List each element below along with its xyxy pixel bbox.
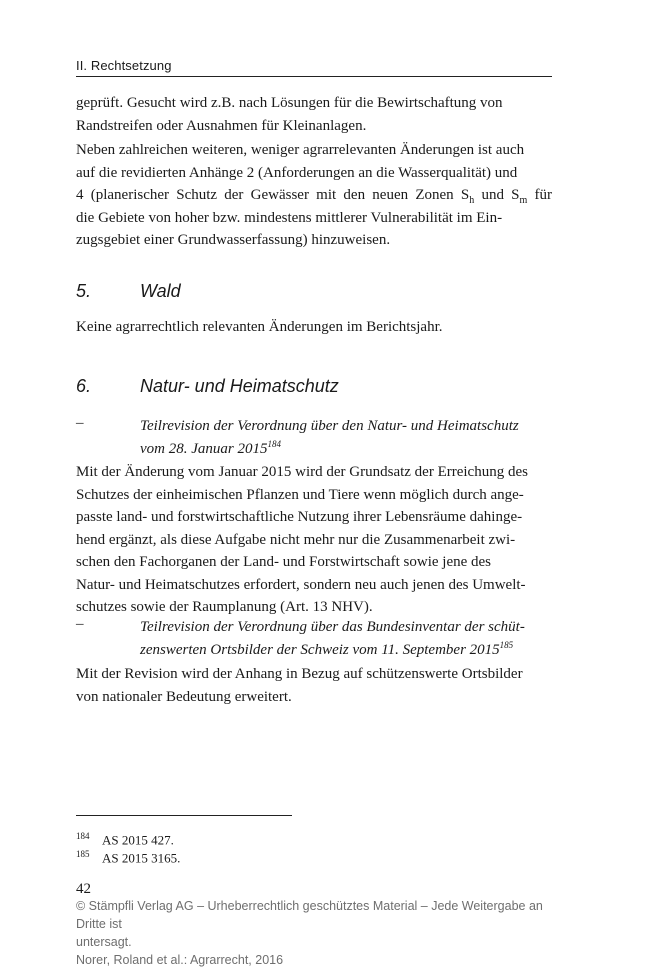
list-item-line [140, 639, 552, 662]
paragraph-line: Keine agrarrechtlich relevanten Änderungen im Berichtsjahr. [76, 319, 443, 335]
paragraph-line: geprüft. Gesucht wird z.B. nach Lösungen für die Bewirtschaftung von [76, 95, 503, 111]
paragraph-4 [76, 461, 552, 619]
list-dash: – [76, 415, 84, 431]
footnote [76, 831, 174, 848]
subscript-m: m [519, 195, 528, 206]
running-header: II. Rechtsetzung [76, 58, 172, 73]
subscript-h: h [469, 195, 475, 206]
paragraph-line: schen den Fachorganen der Land- und Forstwirtschaft sowie jene des [76, 554, 492, 570]
footnote-number: 185 [76, 849, 90, 859]
paragraph-line: Randstreifen oder Ausnahmen für Kleinanlagen. [76, 117, 367, 134]
text-run: und S [474, 187, 520, 203]
copyright-footer [76, 897, 576, 969]
footnote-rule [76, 815, 292, 816]
paragraph-line: Natur- und Heimatschutzes erfordert, sondern neu auch jenen des Umwelt- [76, 576, 526, 593]
footnote-ref: 184 [267, 438, 281, 449]
paragraph-line: Mit der Änderung vom Januar 2015 wird der Grundsatz der Erreichung des [76, 464, 528, 480]
section-title: Wald [140, 281, 181, 301]
paragraph-line: die Gebiete von hoher bzw. mindestens mittlerer Vulnerabilität im Ein- [76, 209, 503, 226]
footnote-ref: 185 [499, 639, 514, 650]
text-run: zenswerten Ortsbilder der Schweiz vom 11. September 2015 [140, 641, 500, 658]
paragraph-3 [76, 316, 552, 339]
page-number: 42 [76, 881, 91, 897]
text-run: 4 (planerischer Schutz der Gewässer mit den neuen Zonen S [76, 187, 470, 203]
text-run: für [527, 187, 553, 203]
paragraph-line: hend ergänzt, als diese Aufgabe nicht mehr nur die Zusammenarbeit zwi- [76, 531, 516, 548]
paragraph-line: zugsgebiet einer Grundwasserfassung) hinzuweisen. [76, 232, 391, 248]
footnote-text: AS 2015 427. [102, 832, 174, 848]
paragraph-1 [76, 92, 552, 137]
list-item-line: Teilrevision der Verordnung über den Natur- und Heimatschutz [140, 418, 519, 434]
paragraph-line: passte land- und forstwirtschaftliche Nutzung ihrer Lebensräume dahinge- [76, 509, 523, 525]
list-dash: – [76, 616, 84, 632]
paragraph-line: auf die revidierten Anhänge 2 (Anforderungen an die Wasserqualität) und [76, 164, 518, 181]
section-title: Natur- und Heimatschutz [140, 376, 339, 396]
paragraph-line: schutzes sowie der Raumplanung (Art. 13 NHV). [76, 599, 373, 615]
list-item-2 [140, 616, 552, 661]
section-number: 5. [76, 281, 92, 301]
footnote [76, 849, 180, 866]
footnote-text: AS 2015 3165. [102, 850, 181, 866]
paragraph-line: Schutzes der einheimischen Pflanzen und Tiere wenn möglich durch ange- [76, 486, 524, 503]
text-run: vom 28. Januar 2015 [140, 440, 268, 457]
paragraph-line: Mit der Revision wird der Anhang in Bezug auf schützenswerte Ortsbilder [76, 666, 523, 682]
list-item-line [140, 438, 552, 461]
footer-line: © Stämpfli Verlag AG – Urheberrechtlich geschütztes Material – Jede Weitergabe an Dritte ist [76, 899, 543, 931]
footnote-number: 184 [76, 831, 90, 841]
paragraph-line-zones [76, 184, 552, 207]
paragraph-line: Neben zahlreichen weiteren, weniger agrarrelevanten Änderungen ist auch [76, 142, 525, 158]
list-item-1 [140, 415, 552, 460]
paragraph-2 [76, 139, 552, 252]
section-heading-5 [76, 281, 552, 305]
section-number: 6. [76, 376, 92, 396]
paragraph-line: von nationaler Bedeutung erweitert. [76, 688, 292, 705]
footer-line: untersagt. [76, 935, 132, 949]
header-rule [76, 76, 552, 77]
list-item-line: Teilrevision der Verordnung über das Bundesinventar der schüt- [140, 619, 525, 635]
section-heading-6 [76, 376, 552, 400]
paragraph-5 [76, 663, 552, 708]
footer-line: Norer, Roland et al.: Agrarrecht, 2016 [76, 953, 284, 967]
